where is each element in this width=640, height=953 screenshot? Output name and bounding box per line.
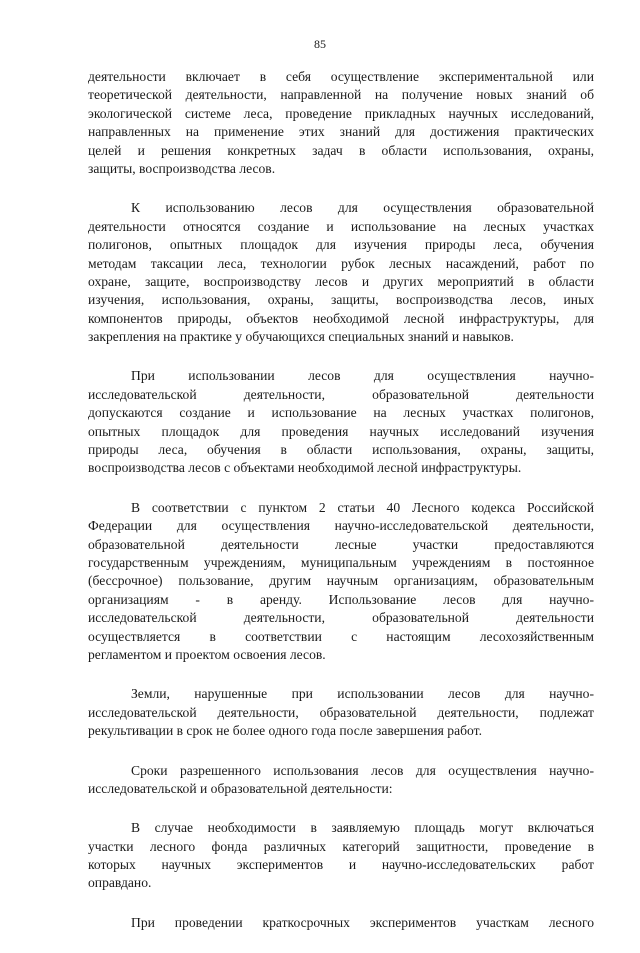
text-line: компонентов природы, объектов необходимой лесной инфраструктуры, для bbox=[88, 310, 594, 326]
text-line: допускаются создание и использование на лесных участках полигонов, bbox=[88, 405, 594, 421]
text-line: Сроки разрешенного использования лесов для осуществления научно- bbox=[131, 762, 594, 778]
text-line: организациям - в аренду. Использование лесов для научно- bbox=[88, 591, 594, 607]
paragraph bbox=[88, 68, 594, 178]
text-line: Федерации для осуществления научно-исследовательской деятельности, bbox=[88, 518, 594, 534]
text-line: образовательной деятельности лесные участки предоставляются bbox=[88, 536, 594, 552]
paragraph bbox=[88, 499, 594, 665]
text-line: полигонов, опытных площадок для изучения природы леса, обучения bbox=[88, 237, 594, 253]
text-line: деятельности относятся создание и использование на лесных участках bbox=[88, 218, 594, 234]
text-line: воспроизводства лесов с объектами необходимой лесной инфраструктуры. bbox=[88, 460, 522, 476]
text-line: целей и решения конкретных задач в области использования, охраны, bbox=[88, 142, 594, 158]
text-line: рекультивации в срок не более одного года после завершения работ. bbox=[88, 723, 482, 739]
paragraph bbox=[88, 685, 594, 740]
text-line: закрепления на практике у обучающихся специальных знаний и навыков. bbox=[88, 329, 514, 345]
text-line: теоретической деятельности, направленной на получение новых знаний об bbox=[88, 87, 594, 103]
text-line: Земли, нарушенные при использовании лесов для научно- bbox=[131, 686, 594, 702]
text-line: изучения, использования, охраны, защиты, воспроизводства лесов, иных bbox=[88, 292, 594, 308]
paragraph bbox=[88, 819, 594, 893]
paragraph bbox=[88, 762, 594, 799]
text-line: (бессрочное) пользование, другим научным организациям, образовательным bbox=[88, 573, 594, 589]
text-line: исследовательской и образовательной деятельности: bbox=[88, 780, 393, 796]
text-line: При проведении краткосрочных экспериментов участкам лесного bbox=[131, 914, 594, 930]
text-line: В соответствии с пунктом 2 статьи 40 Лесного кодекса Российской bbox=[131, 499, 594, 515]
text-line: методам таксации леса, технологии рубок лесных насаждений, работ по bbox=[88, 255, 594, 271]
text-line: исследовательской деятельности, образовательной деятельности, подлежат bbox=[88, 704, 594, 720]
text-line: При использовании лесов для осуществления научно- bbox=[131, 368, 594, 384]
text-line: оправдано. bbox=[88, 875, 152, 891]
text-line: направленных на применение этих знаний для достижения практических bbox=[88, 124, 594, 140]
text-line: опытных площадок для проведения научных исследований изучения bbox=[88, 423, 594, 439]
text-line: природы леса, обучения в области использования, охраны, защиты, bbox=[88, 442, 594, 458]
paragraph bbox=[88, 914, 594, 932]
text-line: регламентом и проектом освоения лесов. bbox=[88, 646, 326, 662]
text-line: участки лесного фонда различных категорий защитности, проведение в bbox=[88, 838, 594, 854]
text-line: охране, защите, воспроизводству лесов и других мероприятий в области bbox=[88, 273, 594, 289]
text-line: К использованию лесов для осуществления образовательной bbox=[131, 200, 594, 216]
paragraph bbox=[88, 367, 594, 477]
text-line: защиты, воспроизводства лесов. bbox=[88, 160, 276, 176]
body-text bbox=[88, 68, 594, 953]
paragraph bbox=[88, 199, 594, 346]
page-number: 85 bbox=[314, 37, 326, 51]
text-line: экологической системе леса, проведение прикладных научных исследований, bbox=[88, 105, 594, 121]
text-line: осуществляется в соответствии с настоящим лесохозяйственным bbox=[88, 628, 594, 644]
text-line: В случае необходимости в заявляемую площадь могут включаться bbox=[131, 820, 594, 836]
text-line: которых научных экспериментов и научно-исследовательских работ bbox=[88, 857, 594, 873]
text-line: государственным учреждениям, муниципальным учреждениям в постоянное bbox=[88, 554, 594, 570]
text-line: исследовательской деятельности, образовательной деятельности bbox=[88, 610, 594, 626]
text-line: исследовательской деятельности, образовательной деятельности bbox=[88, 386, 594, 402]
text-line: деятельности включает в себя осуществление экспериментальной или bbox=[88, 69, 594, 84]
